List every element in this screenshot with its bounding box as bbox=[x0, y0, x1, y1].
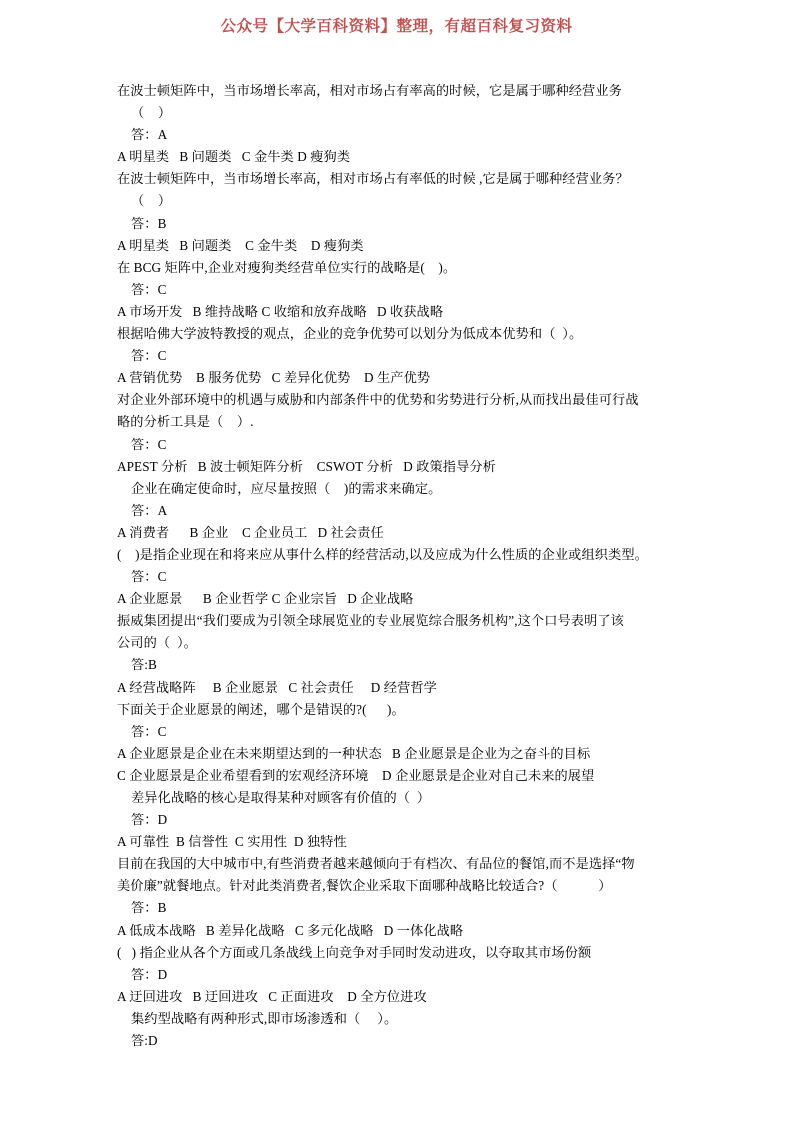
document-line: 答：C bbox=[131, 723, 167, 739]
document-line: 在波士顿矩阵中，当市场增长率高，相对市场占有率低的时候 ,它是属于哪种经营业务？ bbox=[117, 171, 629, 187]
document-line: 答：A bbox=[131, 127, 168, 143]
document-line: ( )是指企业现在和将来应从事什么样的经营活动,以及应成为什么性质的企业或组织类型。 bbox=[117, 546, 648, 562]
document-body bbox=[117, 80, 679, 1052]
document-line: 答：D bbox=[131, 812, 168, 828]
document-line: 略的分析工具是（ ）. bbox=[117, 414, 254, 430]
document-line: （ ） bbox=[131, 193, 172, 209]
document-line: 目前在我国的大中城市中,有些消费者越来越倾向于有档次、有品位的餐馆,而不是选择“物 bbox=[117, 856, 635, 872]
document-line: 答：B bbox=[131, 900, 167, 916]
document-line: 公司的（ ）。 bbox=[117, 635, 197, 651]
document-line: 根据哈佛大学波特教授的观点，企业的竞争优势可以划分为低成本优势和（ ）。 bbox=[117, 326, 583, 342]
document-line: 答：C bbox=[131, 569, 167, 585]
document-line: APEST 分析 B 波士顿矩阵分析 CSWOT 分析 D 政策指导分析 bbox=[117, 458, 496, 474]
document-line: 答：C bbox=[131, 436, 167, 452]
document-line: 差异化战略的核心是取得某种对顾客有价值的（ ） bbox=[131, 790, 431, 805]
document-line: 答：A bbox=[131, 502, 168, 518]
document-line: A 明星类 B 问题类 C 金牛类 D 瘦狗类 bbox=[117, 237, 364, 253]
document-line: 美价廉”就餐地点。针对此类消费者,餐饮企业采取下面哪种战略比较适合?（ ） bbox=[117, 878, 612, 894]
document-line: 答:B bbox=[131, 657, 157, 673]
document-line: A 营销优势 B 服务优势 C 差异化优势 D 生产优势 bbox=[117, 370, 431, 386]
document-line: A 企业愿景是企业在未来期望达到的一种状态 B 企业愿景是企业为之奋斗的目标 bbox=[117, 745, 591, 761]
document-line: A 企业愿景 B 企业哲学 C 企业宗旨 D 企业战略 bbox=[117, 591, 414, 607]
document-line: A 迂回进攻 B 迂回进攻 C 正面进攻 D 全方位进攻 bbox=[117, 988, 427, 1004]
document-line: A 可靠性 B 信誉性 C 实用性 D 独特性 bbox=[117, 834, 347, 850]
document-line: 答：B bbox=[131, 215, 167, 231]
document-line: 企业在确定使命时，应尽量按照（ )的需求来确定。 bbox=[131, 480, 442, 496]
watermark-header: 公众号【大学百科资料】整理，有超百科复习资料 bbox=[220, 17, 573, 35]
document-line: 答：D bbox=[131, 966, 168, 982]
document-line: A 低成本战略 B 差异化战略 C 多元化战略 D 一体化战略 bbox=[117, 922, 464, 938]
document-line: 在 BCG 矩阵中,企业对瘦狗类经营单位实行的战略是( )。 bbox=[117, 259, 457, 275]
document-line: A 消费者 B 企业 C 企业员工 D 社会责任 bbox=[117, 524, 384, 540]
document-line: （ ） bbox=[131, 105, 172, 121]
document-line: 答:D bbox=[131, 1033, 158, 1049]
document-line: 答：C bbox=[131, 281, 167, 297]
document-line: A 经营战略阵 B 企业愿景 C 社会责任 D 经营哲学 bbox=[117, 679, 437, 695]
document-line: A 市场开发 B 维持战略 C 收缩和放弃战略 D 收获战略 bbox=[117, 303, 444, 319]
document-line: C 企业愿景是企业希望看到的宏观经济环境 D 企业愿景是企业对自己未来的展望 bbox=[117, 767, 595, 783]
document-line: 集约型战略有两种形式,即市场渗透和（ ）。 bbox=[131, 1010, 398, 1026]
document-line: 对企业外部环境中的机遇与威胁和内部条件中的优势和劣势进行分析,从而找出最佳可行战 bbox=[117, 392, 639, 408]
document-line: ( ) 指企业从各个方面或几条战线上向竞争对手同时发动进攻，以夺取其市场份额 bbox=[117, 944, 592, 960]
document-line: A 明星类 B 问题类 C 金牛类 D 瘦狗类 bbox=[117, 149, 351, 165]
document-line: 下面关于企业愿景的阐述，哪个是错误的?( )。 bbox=[117, 701, 405, 717]
document-line: 振威集团提出“我们要成为引领全球展览业的专业展览综合服务机构”,这个口号表明了该 bbox=[117, 613, 624, 629]
document-line: 答：C bbox=[131, 348, 167, 364]
document-line: 在波士顿矩阵中，当市场增长率高，相对市场占有率高的时候，它是属于哪种经营业务 bbox=[117, 83, 622, 98]
